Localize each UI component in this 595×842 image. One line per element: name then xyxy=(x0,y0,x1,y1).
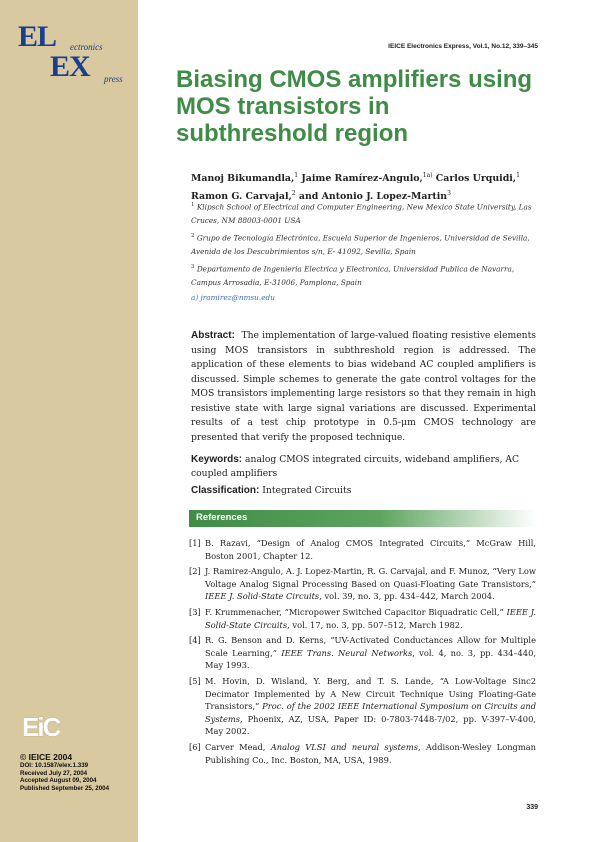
reference-details: , vol. 4, no. 3, pp. 434–440, May 1993. xyxy=(205,647,536,671)
author-sup: 3 xyxy=(447,190,451,198)
doi: DOI: 10.1587/elex.1.339 xyxy=(20,762,89,769)
classification-label: Classification: xyxy=(191,485,260,496)
keywords xyxy=(191,453,536,481)
author-name: and Antonio J. Lopez-Martin xyxy=(295,191,448,203)
reference-item xyxy=(189,741,536,766)
logo-ex-suffix: press xyxy=(104,74,123,84)
reference-list xyxy=(189,537,536,769)
reference-number: [1] xyxy=(189,538,201,548)
contact-email[interactable]: a) jramirez@nmsu.edu xyxy=(191,293,275,302)
affiliation-sup: 1 xyxy=(191,202,195,208)
published-date: Published September 25, 2004 xyxy=(20,784,110,792)
reference-venue: IEEE Trans. Neural Networks xyxy=(281,647,413,658)
reference-venue: IEEE J. Solid-State Circuits xyxy=(205,606,537,630)
classification xyxy=(191,484,536,498)
author-sup: 1 xyxy=(516,172,520,179)
logo-el-suffix: ectronics xyxy=(70,42,103,52)
reference-number: [6] xyxy=(189,741,201,752)
reference-venue: Proc. of the 2002 IEEE International Symposium on Circuits and Systems xyxy=(205,701,537,724)
author-sup: 1 xyxy=(294,172,299,179)
keywords-text: analog CMOS integrated circuits, wideband amplifiers, AC coupled amplifiers xyxy=(191,454,520,479)
copyright: © IEICE 2004 xyxy=(20,752,73,762)
affiliation-text: Grupo de Tecnología Electrónica, Escuela Superior de Ingenieros, Universidad de Sevilla, Avenida de los Descubrimientos s/n, E- 41092, Sevilla, Spain xyxy=(191,233,530,257)
reference-text: Carver Mead, xyxy=(205,741,271,752)
reference-text: M. Hovin, D. Wisland, Y. Berg, and T. S. Lande, “A Low-Voltage Sinc2 Decimator Implemented by A New Circuit Technique Using Floating-Gate Transistors,” xyxy=(205,675,536,712)
reference-text: F. Krummenacher, “Micropower Switched Capacitor Biquadratic Cell,” xyxy=(205,606,507,617)
running-header: IEICE Electronics Express, Vol.1, No.12, 339–345 xyxy=(388,43,538,50)
page-number: 339 xyxy=(526,804,538,811)
received-date: Received July 27, 2004 xyxy=(20,769,88,777)
journal-logo xyxy=(10,14,136,94)
author-name: Carlos Urquidi, xyxy=(432,173,517,185)
affiliation-1 xyxy=(191,198,536,228)
reference-venue: Analog VLSI and neural systems xyxy=(270,741,418,752)
author-sup: 2 xyxy=(291,190,296,198)
affiliation-sup: 3 xyxy=(191,264,195,270)
affiliation-sup: 2 xyxy=(191,233,195,239)
reference-item xyxy=(189,606,536,631)
reference-number: [4] xyxy=(189,635,201,646)
affiliation-text: Departamento de Ingenieria Electrica y Electronica, Universidad Publica de Navarra, Campus Arrosadia, E-31006, Pamplona, Spain xyxy=(191,264,515,288)
eic-logo: EiC xyxy=(22,712,60,742)
sidebar-band xyxy=(0,0,138,842)
keywords-label: Keywords: xyxy=(191,454,243,465)
author-name: Ramon G. Carvajal, xyxy=(191,191,292,203)
affiliation-text: Klipsch School of Electrical and Computer Engineering, New Mexico State University, Las Cruces, NM 88003-0001 USA xyxy=(191,202,532,226)
reference-details: , vol. 17, no. 3, pp. 507–512, March 1982. xyxy=(287,619,463,630)
classification-text: Integrated Circuits xyxy=(262,485,352,496)
publication-info xyxy=(20,752,138,792)
reference-text: B. Razavi, “Design of Analog CMOS Integrated Circuits,” McGraw Hill, Boston 2001, Chapter 12. xyxy=(205,538,536,561)
reference-item xyxy=(189,565,536,603)
abstract-text: The implementation of large-valued floating resistive elements using MOS transistors in subthreshold region is addressed. The application of these elements to bias wideband AC coupled amplifiers is discussed. Simple schemes to generate the gate control voltages for the MOS transistors implementing large resistors so that they remain in high resistive state with large signal variations are discussed. Experimental results of a test chip prototype in 0.5-μm CMOS technology are presented that verify the proposed technique. xyxy=(191,330,537,443)
paper-title: Biasing CMOS amplifiers using MOS transistors in subthreshold region xyxy=(176,66,533,147)
reference-details: , Phoenix, AZ, USA, Paper ID: 0-7803-7448-7/02, pp. V-397–V-400, May 2002. xyxy=(205,713,536,737)
author-name: Manoj Bikumandla, xyxy=(191,173,295,185)
accepted-date: Accepted August 09, 2004 xyxy=(20,777,97,785)
affiliation-2 xyxy=(191,229,536,259)
author-sup: 1a) xyxy=(422,172,433,179)
abstract xyxy=(191,329,536,445)
logo-ex: EX xyxy=(50,50,90,83)
logo-el: EL xyxy=(18,20,57,53)
references-heading: References xyxy=(196,512,248,523)
reference-item xyxy=(189,537,536,562)
reference-text: J. Ramirez-Angulo, A. J. Lopez-Martin, R. G. Carvajal, and F. Munoz, “Very Low Voltage Analog Signal Processing Based on Quasi-Floating Gate Transistors,” xyxy=(205,566,536,589)
reference-number: [5] xyxy=(189,675,201,686)
references-heading-bar xyxy=(189,510,536,527)
author-name: Jaime Ramírez-Angulo, xyxy=(298,173,423,185)
reference-text: R. G. Benson and D. Kerns, “UV-Activated Conductances Allow for Multiple Scale Learning,” xyxy=(205,635,536,658)
reference-details: , vol. 39, no. 3, pp. 434–442, March 2004. xyxy=(319,591,495,602)
reference-item xyxy=(189,675,536,738)
reference-number: [3] xyxy=(189,606,201,617)
affiliation-3 xyxy=(191,260,536,290)
abstract-label: Abstract: xyxy=(191,330,235,341)
reference-number: [2] xyxy=(189,566,201,577)
reference-details: , Addison-Wesley Longman Publishing Co., Inc. Boston, MA, USA, 1989. xyxy=(205,741,537,765)
reference-item xyxy=(189,634,536,672)
reference-venue: IEEE J. Solid-State Circuits xyxy=(205,591,320,602)
